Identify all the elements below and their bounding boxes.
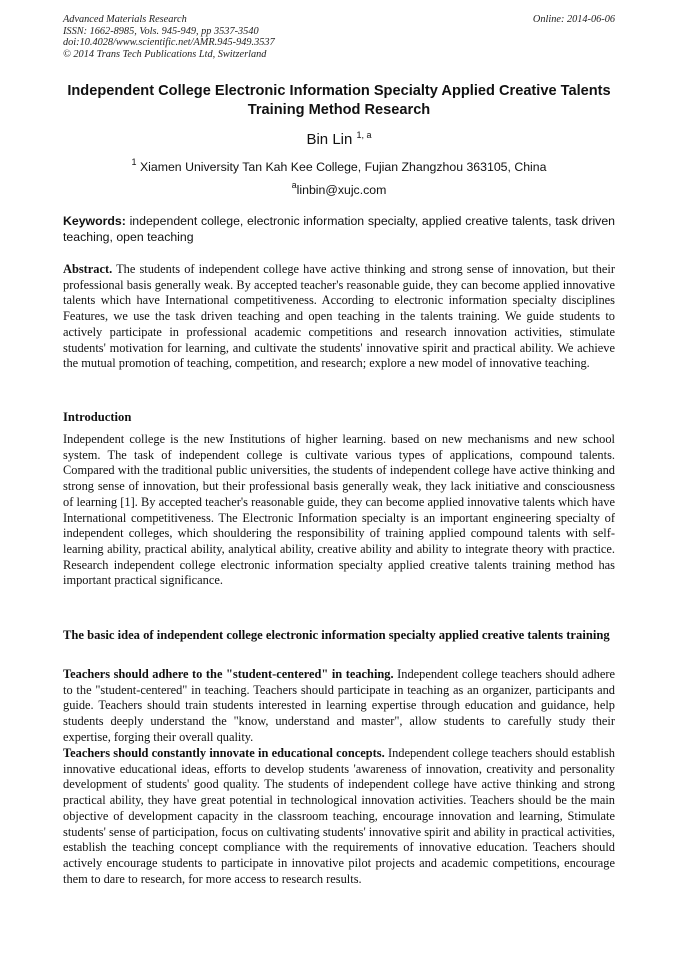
doi-line[interactable]: doi:10.4028/www.scientific.net/AMR.945-949.3537 — [63, 37, 275, 48]
basic-idea-heading: The basic idea of independent college electronic information specialty applied creative talents training — [63, 628, 610, 642]
introduction-heading: Introduction — [63, 410, 132, 424]
copyright-line: © 2014 Trans Tech Publications Ltd, Switzerland — [63, 48, 267, 60]
paragraph-2-text: Independent college teachers should establish innovative educational ideas, efforts to develop students 'awareness of innovation, creativity and personality development of students' good quality. The students of independent college have active thinking and strong practical ability, they have great potential in technological innovation activities. Teachers should be the main objective of development capacity in the classroom teaching, encourage innovation and learning, Stimulate students' sense of participation, focus on cultivating students' innovative spirit and ability in practical activities, establish the teaching concept compliance with the requirements of innovative education. Teachers should actively encourage students to participate in innovative pilot projects and academic competitions, encourage them to dare to research, for more access to research results. — [63, 746, 615, 886]
issn-line: ISSN: 1662-8985, Vols. 945-949, pp 3537-3540 — [63, 25, 259, 37]
paper-title: Independent College Electronic Information Specialty Applied Creative Talents Training Method Research — [67, 83, 611, 118]
paragraph-1-lead: Teachers should adhere to the "student-centered" in teaching. — [63, 667, 394, 681]
basic-idea-paragraph-2 — [63, 746, 615, 887]
introduction-paragraph: Independent college is the new Institutions of higher learning. based on new mechanisms and new school system. The task of independent college is cultivate various types of applications, compound talents. Compared with the traditional public universities, the students of independent college have active thinking and strong sense of innovation, but their professional basis generally weak, they lack initiative and consciousness of learning [1]. By accepted teacher's reasonable guide, they can become applied innovative talents which have International competitiveness. The Electronic Information specialty is an important engineering specialty of independent colleges, which shouldering the responsibility of training applied compound talents with self-learning ability, practical ability, analytical ability, creative ability and ability to integrate theory with practice. Research independent college electronic information specialty applied creative talents training method has important practical significance. — [63, 432, 615, 588]
email-superscript: a — [291, 180, 297, 190]
keywords-text: independent college, electronic information specialty, applied creative talents, task driven teaching, open teaching — [63, 214, 615, 244]
keywords-block — [63, 213, 615, 245]
paragraph-2-lead: Teachers should constantly innovate in educational concepts. — [63, 746, 385, 760]
abstract-label: Abstract. — [63, 262, 113, 276]
keywords-label: Keywords: — [63, 214, 126, 228]
journal-name: Advanced Materials Research — [63, 14, 187, 25]
abstract-block — [63, 262, 615, 372]
author-line — [0, 130, 678, 148]
affiliation-text: Xiamen University Tan Kah Kee College, Fujian Zhangzhou 363105, China — [139, 160, 547, 174]
affiliation-line — [0, 157, 678, 174]
author-name: Bin Lin — [306, 131, 353, 148]
author-superscript: 1, a — [356, 130, 372, 140]
email-address[interactable]: linbin@xujc.com — [296, 183, 387, 197]
paragraph-1-text: Independent college teachers should adhere to the "student-centered" in teaching. Teachers should participate in teaching as an organizer, participants and guide. Teachers should train students interested in learning expertise through education and guidance, help students deeply understand the "know, understand and master", allow students to carefully study their expertise, forging their overall quality. — [63, 667, 615, 744]
affiliation-superscript: 1 — [131, 157, 137, 167]
basic-idea-paragraph-1 — [63, 667, 615, 746]
online-date: Online: 2014-06-06 — [532, 14, 615, 25]
email-line — [0, 180, 678, 197]
abstract-text: The students of independent college have active thinking and strong sense of innovation, but their professional basis generally weak. By accepted teacher's reasonable guide, they can become applied innovative talents which have International competitiveness. According to electronic information specialty disciplines Features, we use the task driven teaching and open teaching in the talents training. We guide students to actively participate in professional academic competitions and research innovation activities, stimulate students' motivation for learning, and cultivate the students' innovative spirit and practical ability. We achieve the mutual promotion of teaching, competition, and research; explore a new model of innovative teaching. — [63, 262, 615, 371]
journal-header — [63, 14, 615, 60]
